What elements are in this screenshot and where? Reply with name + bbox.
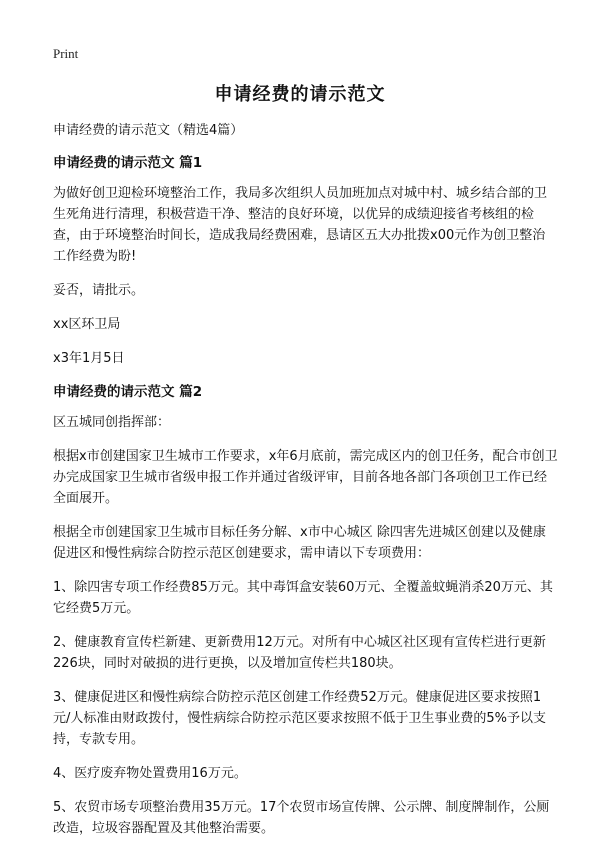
salutation: 区五城同创指挥部： bbox=[53, 415, 171, 430]
document-body bbox=[53, 120, 558, 852]
paragraph: 妥否，请批示。 bbox=[53, 283, 145, 298]
page-title: 申请经费的请示范文 bbox=[214, 84, 386, 105]
section-heading-1: 申请经费的请示范文 篇1 bbox=[53, 155, 203, 171]
print-link[interactable]: Print bbox=[53, 46, 79, 61]
signature-org: xx区环卫局 bbox=[53, 317, 121, 332]
list-item: 2、健康教育宣传栏新建、更新费用12万元。对所有中心城区社区现有宣传栏进行更新226块，同时对破损的进行更换，以及增加宣传栏共180块。 bbox=[53, 635, 546, 671]
paragraph: 根据x市创建国家卫生城市工作要求，x年6月底前，需完成区内的创卫任务，配合市创卫办完成国家卫生城市省级申报工作并通过省级评审，目前各地各部门各项创卫工作已经全面展开。 bbox=[53, 449, 558, 506]
subtitle: 申请经费的请示范文（精选4篇） bbox=[53, 123, 244, 138]
signature-date: x3年1月5日 bbox=[53, 351, 125, 366]
list-item: 5、农贸市场专项整治费用35万元。17个农贸市场宣传牌、公示牌、制度牌制作，公厕改造，垃圾容器配置及其他整治需要。 bbox=[53, 800, 550, 836]
section-heading-2: 申请经费的请示范文 篇2 bbox=[53, 384, 203, 400]
list-item: 4、医疗废弃物处置费用16万元。 bbox=[53, 766, 247, 781]
list-item: 3、健康促进区和慢性病综合防控示范区创建工作经费52万元。健康促进区要求按照1元/人标准由财政拨付，慢性病综合防控示范区要求按照不低于卫生事业费的5%予以支持，专款专用。 bbox=[53, 690, 547, 747]
list-item: 1、除四害专项工作经费85万元。其中毒饵盒安装60万元、全覆盖蚊蝇消杀20万元、其它经费5万元。 bbox=[53, 580, 553, 616]
paragraph: 根据全市创建国家卫生城市目标任务分解、x市中心城区 除四害先进城区创建以及健康促进区和慢性病综合防控示范区创建要求，需申请以下专项费用： bbox=[53, 525, 546, 561]
paragraph: 为做好创卫迎检环境整治工作，我局多次组织人员加班加点对城中村、城乡结合部的卫生死角进行清理，积极营造干净、整洁的良好环境，以优异的成绩迎接省考核组的检查，由于环境整治时间长，造成我局经费困难，恳请区五大办批拨x00元作为创卫整治工作经费为盼! bbox=[53, 186, 548, 264]
